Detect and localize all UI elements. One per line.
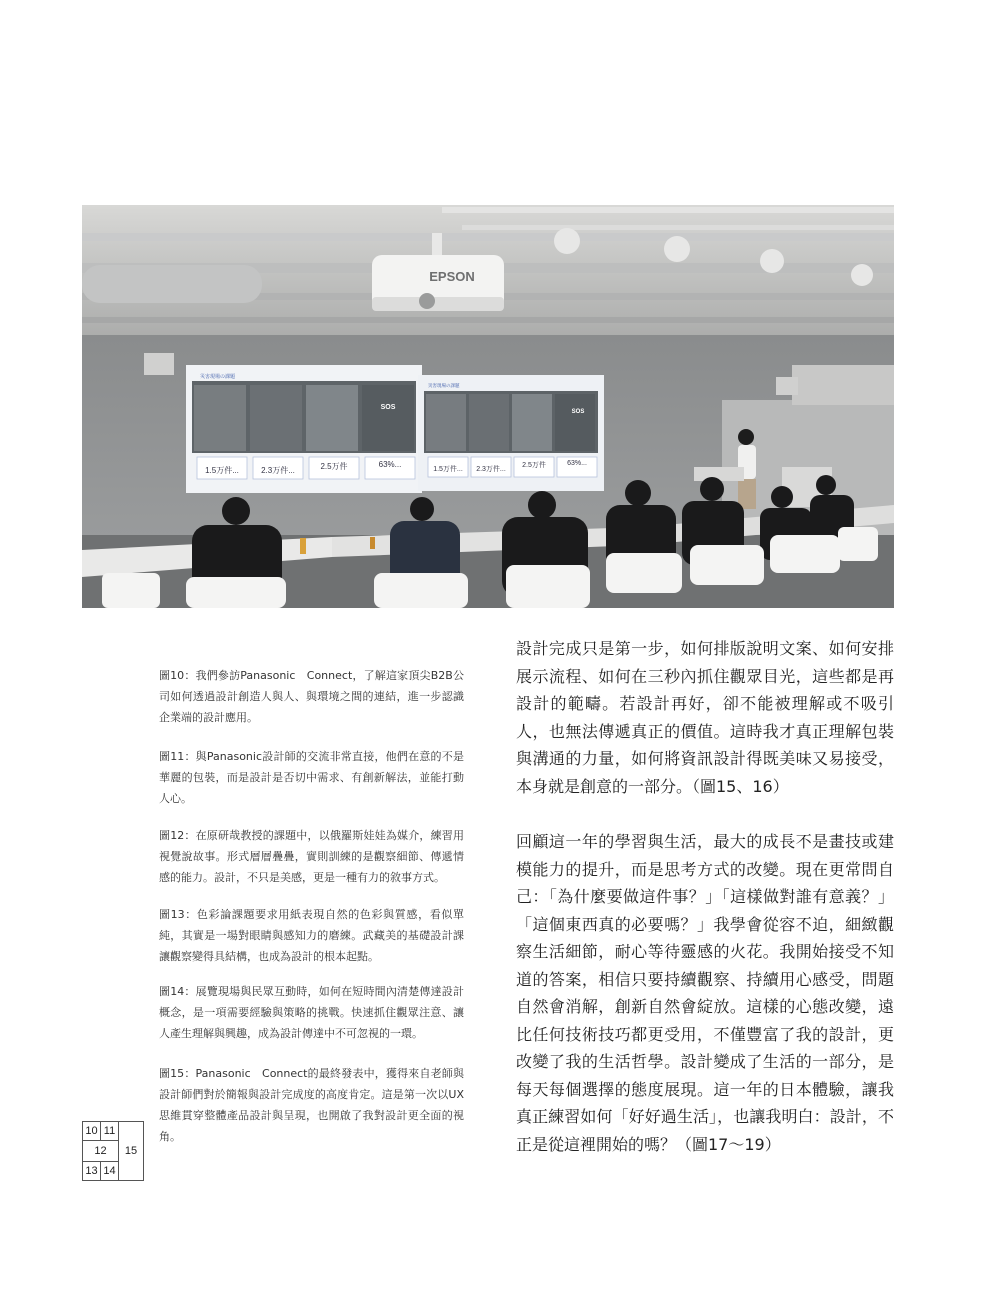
slide-stat-1: 1.5万件...	[205, 466, 239, 475]
caption-fig12: 圖12：在原研哉教授的課題中，以俄羅斯娃娃為媒介，練習用視覺說故事。形式層層疊疊，實則訓練的是觀察細節、傳遞情感的能力。設計，不只是美感，更是一種有力的敘事方式。	[159, 829, 464, 884]
figure-index-grid	[82, 1121, 144, 1181]
body-paragraph-1: 設計完成只是第一步，如何排版說明文案、如何安排展示流程、如何在三秒內抓住觀眾目光，這些都是再設計的範疇。若設計再好，卻不能被理解或不吸引人，也無法傳遞真正的價值。這時我才真正理解包裝與溝通的力量，如何將資訊設計得既美味又易接受，本身就是創意的一部分。（圖15、16）	[516, 639, 894, 796]
slide-stat-2: 2.3万件...	[261, 466, 295, 475]
slide-stat-r2: 2.3万件...	[476, 466, 506, 473]
slide-stat-3: 2.5万件	[320, 462, 348, 471]
photo-illustration	[82, 205, 894, 608]
figure-index-cell: 13	[82, 1161, 101, 1181]
slide-heading-left: 災害現場の課題	[200, 374, 236, 380]
caption-fig11: 圖11：與Panasonic設計師的交流非常直接，他們在意的不是華麗的包裝，而是設計是否切中需求、有創新解法，並能打動人心。	[159, 750, 464, 805]
figure-index-cell: 11	[100, 1121, 119, 1141]
slide-stat-r3: 2.5万件	[522, 462, 546, 469]
presentation-photo	[82, 205, 894, 608]
slide-stat-r4: 63%...	[567, 460, 587, 467]
caption-fig15: 圖15：Panasonic Connect的最終發表中，獲得來自老師與設計師們對於簡報與設計完成度的高度肯定。這是第一次以UX思維貫穿整體產品設計與呈現，也開啟了我對設計更全面的視角。	[159, 1067, 464, 1143]
figure-index-cell: 10	[82, 1121, 101, 1141]
figure-index-cell: 15	[118, 1121, 144, 1181]
slide-sos-left: SOS	[380, 404, 396, 411]
caption-fig14: 圖14：展覽現場與民眾互動時，如何在短時間內清楚傳達設計概念，是一項需要經驗與策略的挑戰。快速抓住觀眾注意、讓人產生理解與興趣，成為設計傳達中不可忽視的一環。	[159, 985, 464, 1040]
caption-fig10: 圖10：我們參訪Panasonic Connect，了解這家頂尖B2B公司如何透過設計創造人與人、與環境之間的連結，進一步認識企業端的設計應用。	[159, 669, 464, 724]
article-body	[516, 635, 894, 1158]
projector-brand: EPSON	[429, 269, 475, 284]
caption-fig13: 圖13：色彩論課題要求用紙表現自然的色彩與質感，看似單純，其實是一場對眼睛與感知力的磨練。武藏美的基礎設計課讓觀察變得具結構，也成為設計的根本起點。	[159, 908, 464, 963]
body-paragraph-2: 回顧這一年的學習與生活，最大的成長不是畫技或建模能力的提升，而是思考方式的改變。現在更常問自己：「為什麼要做這件事？」「這樣做對誰有意義？」「這個東西真的必要嗎？」我學會從容不迫，細緻觀察生活細節，耐心等待靈感的火花。我開始接受不知道的答案，相信只要持續觀察、持續用心感受，問題自然會消解，創新自然會綻放。這樣的心態改變，遠比任何技術技巧都更受用，不僅豐富了我的設計，更改變了我的生活哲學。設計變成了生活的一部分，是每天每個選擇的態度展現。這一年的日本體驗，讓我真正練習如何「好好過生活」，也讓我明白：設計，不正是從這裡開始的嗎？（圖17～19）	[516, 832, 894, 1154]
slide-stat-4: 63%...	[378, 460, 402, 469]
slide-heading-right: 災害現場の課題	[428, 384, 460, 389]
figure-index-cell: 12	[82, 1140, 119, 1162]
figure-index-cell: 14	[100, 1161, 119, 1181]
caption-list	[159, 665, 464, 1165]
slide-sos-right: SOS	[571, 409, 585, 415]
slide-stat-r1: 1.5万件...	[433, 466, 463, 473]
